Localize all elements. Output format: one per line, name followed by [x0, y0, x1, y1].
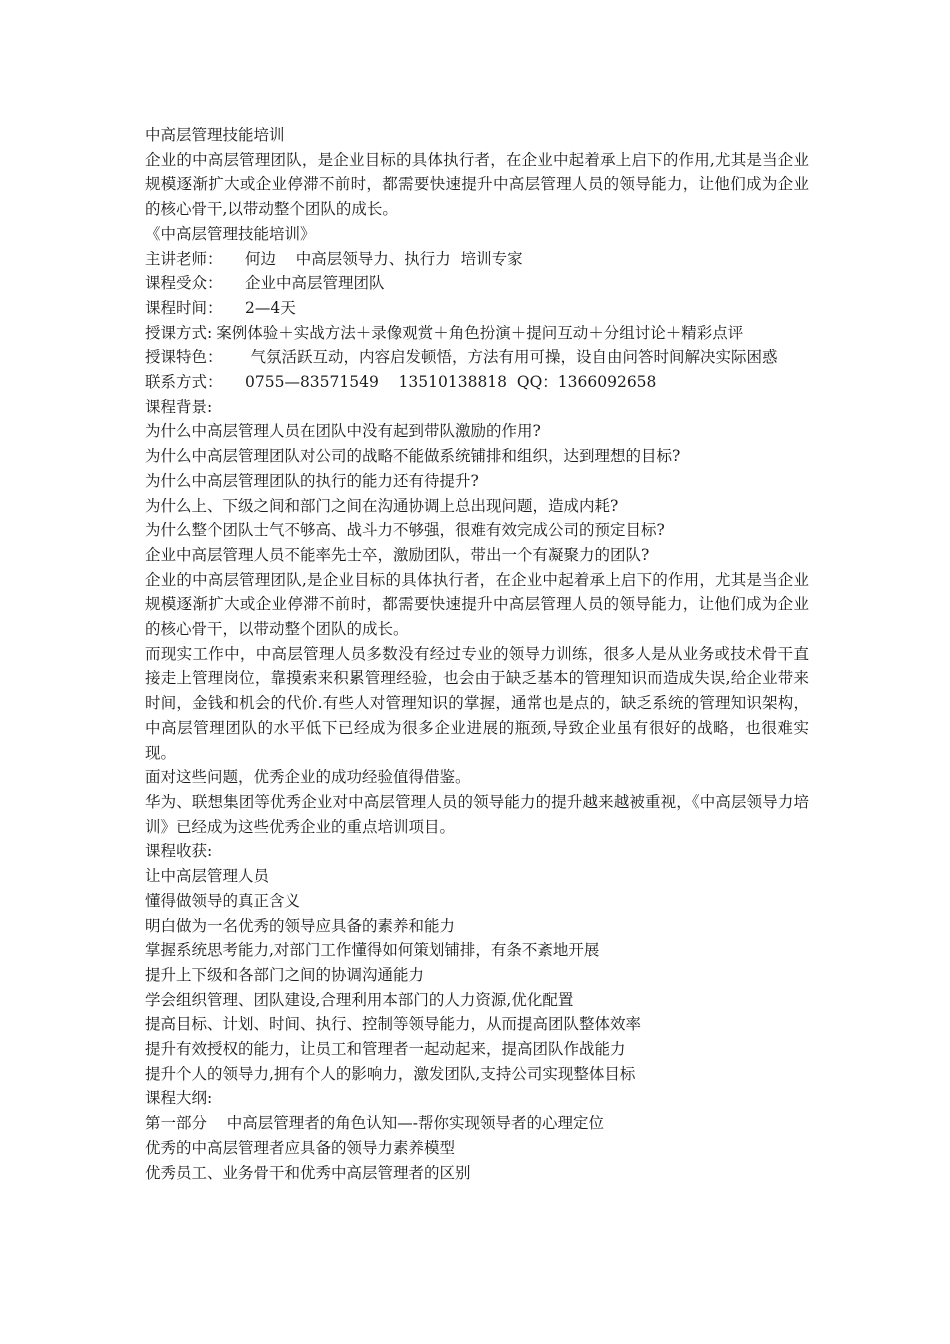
background-question: 企业中高层管理人员不能率先士卒，激励团队，带出一个有凝聚力的团队? — [145, 545, 650, 564]
teacher-row — [145, 247, 809, 272]
gains-heading: 课程收获: — [145, 842, 213, 861]
method-row — [145, 321, 809, 346]
feature-value: 气氛活跃互动，内容启发顿悟，方法有用可操，设自由问答时间解决实际困惑 — [250, 348, 778, 367]
method-value: 案例体验＋实战方法＋录像观赏＋角色扮演＋提问互动＋分组讨论＋精彩点评 — [216, 323, 744, 342]
teacher-value: 何边 中高层领导力、执行力 培训专家 — [245, 249, 523, 268]
gains-item: 掌握系统思考能力,对部门工作懂得如何策划铺排，有条不紊地开展 — [145, 941, 600, 960]
course-name: 《中高层管理技能培训》 — [145, 224, 316, 243]
time-value: 2—4天 — [245, 298, 296, 317]
outline-item: 优秀的中高层管理者应具备的领导力素养模型 — [145, 1138, 456, 1157]
gains-item: 提升上下级和各部门之间的协调沟通能力 — [145, 965, 425, 984]
document-page — [145, 123, 809, 1185]
gains-item: 让中高层管理人员 — [145, 867, 270, 886]
background-question: 为什么中高层管理团队对公司的战略不能做系统铺排和组织，达到理想的目标? — [145, 447, 681, 466]
contact-label: 联系方式： — [145, 373, 223, 392]
outline-heading: 课程大纲: — [145, 1089, 213, 1108]
background-paragraph: 面对这些问题，优秀企业的成功经验值得借鉴。 — [145, 768, 471, 787]
contact-row — [145, 370, 809, 395]
audience-value: 企业中高层管理团队 — [245, 274, 385, 293]
background-paragraph: 企业的中高层管理团队,是企业目标的具体执行者，在企业中起着承上启下的作用，尤其是当企业规模逐渐扩大或企业停滞不前时，都需要快速提升中高层管理人员的领导能力，让他们成为企业的核心骨干，以带动整个团队的成长。 — [145, 570, 809, 639]
background-paragraph: 华为、联想集团等优秀企业对中高层管理人员的领导能力的提升越来越被重视，《中高层领导力培训》已经成为这些优秀企业的重点培训项目。 — [145, 792, 809, 836]
audience-row — [145, 271, 809, 296]
contact-value: 0755—83571549 13510138818 QQ：1366092658 — [245, 373, 657, 392]
outline-item: 第一部分 中高层管理者的角色认知—-帮你实现领导者的心理定位 — [145, 1114, 604, 1133]
background-question: 为什么中高层管理团队的执行的能力还有待提升? — [145, 471, 479, 490]
method-label: 授课方式: — [145, 323, 213, 342]
gains-item: 明白做为一名优秀的领导应具备的素养和能力 — [145, 916, 456, 935]
background-question: 为什么整个团队士气不够高、战斗力不够强，很难有效完成公司的预定目标? — [145, 521, 665, 540]
gains-item: 提升有效授权的能力，让员工和管理者一起动起来，提高团队作战能力 — [145, 1040, 626, 1059]
gains-item: 懂得做领导的真正含义 — [145, 891, 301, 910]
background-question: 为什么中高层管理人员在团队中没有起到带队激励的作用? — [145, 422, 541, 441]
background-question: 为什么上、下级之间和部门之间在沟通协调上总出现问题，造成内耗? — [145, 496, 619, 515]
outline-item: 优秀员工、业务骨干和优秀中高层管理者的区别 — [145, 1163, 471, 1182]
feature-label: 授课特色： — [145, 348, 223, 367]
time-label: 课程时间： — [145, 298, 223, 317]
gains-item: 提升个人的领导力,拥有个人的影响力，激发团队,支持公司实现整体目标 — [145, 1064, 636, 1083]
document-title: 中高层管理技能培训 — [145, 126, 285, 144]
feature-row — [145, 345, 809, 370]
intro-paragraph: 企业的中高层管理团队，是企业目标的具体执行者，在企业中起着承上启下的作用,尤其是当企业规模逐渐扩大或企业停滞不前时，都需要快速提升中高层管理人员的领导能力，让他们成为企业的核心骨干,以带动整个团队的成长。 — [145, 150, 809, 219]
gains-item: 学会组织管理、团队建设,合理利用本部门的人力资源,优化配置 — [145, 990, 574, 1009]
audience-label: 课程受众： — [145, 274, 223, 293]
time-row — [145, 296, 809, 321]
gains-item: 提高目标、计划、时间、执行、控制等领导能力，从而提高团队整体效率 — [145, 1015, 642, 1034]
background-paragraph: 而现实工作中，中高层管理人员多数没有经过专业的领导力训练，很多人是从业务或技术骨干直接走上管理岗位，靠摸索来积累管理经验，也会由于缺乏基本的管理知识而造成失误,给企业带来时间，金钱和机会的代价.有些人对管理知识的掌握，通常也是点的，缺乏系统的管理知识架构，中高层管理团队的水平低下已经成为很多企业进展的瓶颈,导致企业虽有很好的战略，也很难实现。 — [145, 644, 809, 762]
background-heading: 课程背景: — [145, 397, 213, 416]
teacher-label: 主讲老师： — [145, 249, 223, 268]
